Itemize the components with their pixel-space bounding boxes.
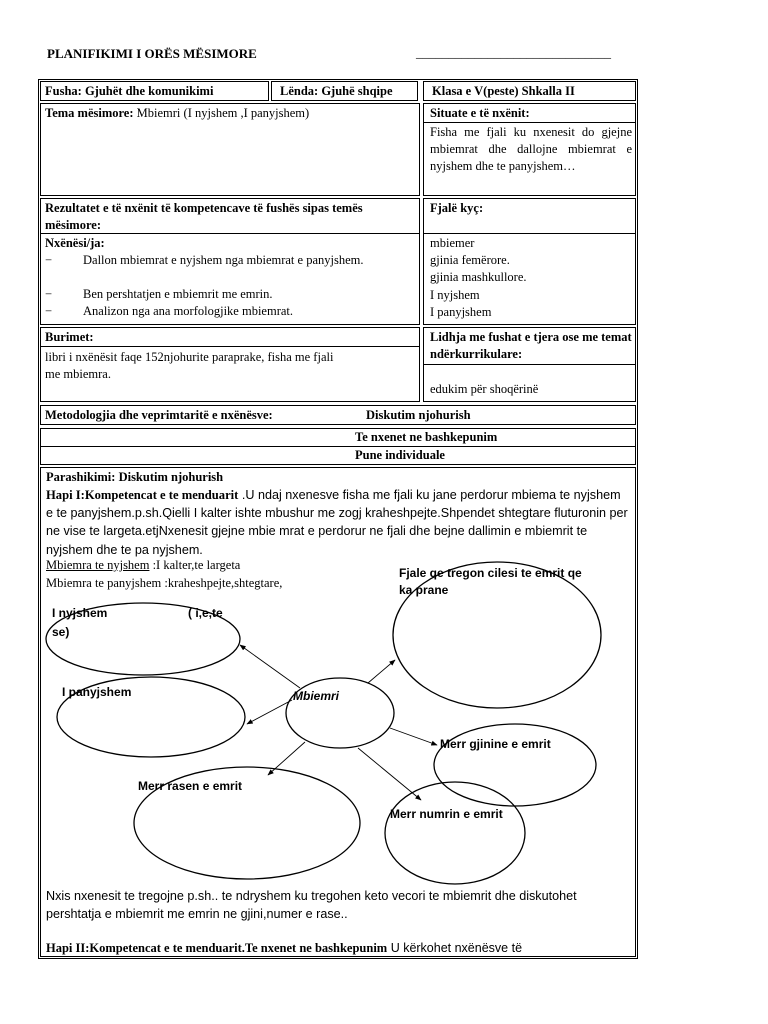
nyjshem-value: :I kalter,te largeta <box>149 558 241 572</box>
situate-text: Fisha me fjali ku nxenesit do gjejne mbiemrat dhe dallojne mbiemrat e nyjshem dhe te panyjshem… <box>430 125 632 173</box>
hapi1-heading: Hapi I:Kompetencat e te menduarit <box>46 488 239 502</box>
keyword-item: gjinia femërore. <box>430 253 510 267</box>
cilesi-node-label: Fjale qe tregon cilesi te emrit qe ka prane <box>399 566 582 597</box>
keyword-item: I panyjshem <box>430 305 492 319</box>
situate-label: Situate e të nxënit: <box>430 106 530 120</box>
burimet-text: libri i nxënësit faqe 152njohurite paraprake, fisha me fjali me mbiemra. <box>45 350 334 381</box>
hapi1-text: .U ndaj nxenesve fisha me fjali ku jane perdorur mbiema te nyjshem e te panyjshem.p.sh.Qielli I kalter ishte mbushur me zogj kraheshpejte.Shpendet shtegtare fluturonin per ne vise te largeta.etjNxenesit gjejne mbie mrat e perdorur ne fjali dhe bejne dallimin e mbiemrit te nyjshem dhe te pa nyjshem. <box>46 488 628 557</box>
nxenesi-item: − Dallon mbiemrat e nyjshem nga mbiemrat e panyjshem. <box>45 253 364 267</box>
nxenesi-label: Nxënësi/ja: <box>45 236 105 250</box>
arrow-to-gjinia <box>390 728 437 745</box>
gjinia-node-label: Merr gjinine e emrit <box>440 737 551 751</box>
date-line: ______________________________ <box>416 45 611 60</box>
hapi2-text: U kërkohet nxënësve të <box>387 941 523 955</box>
bashkepunim-label: Te nxenet ne bashkepunim <box>355 430 498 444</box>
keyword-item: I nyjshem <box>430 288 480 302</box>
center-node-label: Mbiemri <box>293 689 340 703</box>
keyword-item: mbiemer <box>430 236 475 250</box>
metodologjia-value: Diskutim njohurish <box>366 408 471 422</box>
nxenesi-item: − Ben pershtatjen e mbiemrit me emrin. <box>45 287 273 301</box>
parashikimi-line: Parashikimi: Diskutim njohurish <box>46 470 224 484</box>
hapi2-paragraph <box>46 940 636 957</box>
numri-ellipse <box>385 782 525 884</box>
rezultatet-label: Rezultatet e të nxënit të kompetencave të fushës sipas temës mësimore: <box>45 201 363 232</box>
hapi2-heading: Hapi II:Kompetencat e te menduarit.Te nxenet ne bashkepunim <box>46 941 388 955</box>
page-title: PLANIFIKIMI I ORËS MËSIMORE <box>47 46 257 61</box>
metodologjia-label: Metodologjia dhe veprimtaritë e nxënësve: <box>45 408 273 422</box>
lidhja-label: Lidhja me fushat e tjera ose me temat ndërkurrikulare: <box>430 330 632 361</box>
individuale-label: Pune individuale <box>355 448 445 462</box>
burimet-label: Burimet: <box>45 330 94 344</box>
nyjshem-node-note: ( i,e,te <box>188 606 223 620</box>
fusha-label: Fusha: Gjuhët dhe komunikimi <box>45 84 214 98</box>
tema-value: Mbiemri (I nyjshem ,I panyjshem) <box>133 106 310 120</box>
rasa-node-label: Merr rasen e emrit <box>138 779 243 793</box>
conclusion-paragraph: Nxis nxenesit te tregojne p.sh.. te ndryshem ku tregohen keto vecori te mbiemrit dhe diskutohet pershtatja e mbiemrit me emrin ne gjini,numer e rase.. <box>46 889 577 921</box>
arrow-to-cilesi <box>368 660 395 683</box>
numri-node-label: Merr numrin e emrit <box>390 807 503 821</box>
lidhja-text: edukim për shoqërinë <box>430 382 539 396</box>
panyjshem-line: Mbiemra te panyjshem :kraheshpejte,shtegtare, <box>46 576 283 590</box>
arrow-to-nyjshem <box>240 645 300 688</box>
keyword-item: gjinia mashkullore. <box>430 270 527 284</box>
arrow-to-numri <box>358 748 421 800</box>
arrow-to-panyjshem <box>247 700 292 724</box>
fjale-kyc-label: Fjalë kyç: <box>430 201 484 215</box>
nxenesi-item: − Analizon nga ana morfologjike mbiemrat. <box>45 304 294 318</box>
panyjshem-node-label: I panyjshem <box>62 685 132 699</box>
lenda-label: Lënda: Gjuhë shqipe <box>280 84 393 98</box>
tema-label: Tema mësimore: <box>45 106 134 120</box>
nyjshem-node-label: I nyjshem <box>52 606 108 620</box>
nyjshem-label: Mbiemra te nyjshem <box>46 558 150 572</box>
klasa-label: Klasa e V(peste) Shkalla II <box>432 84 575 98</box>
nyjshem-node-note2: se) <box>52 625 70 639</box>
